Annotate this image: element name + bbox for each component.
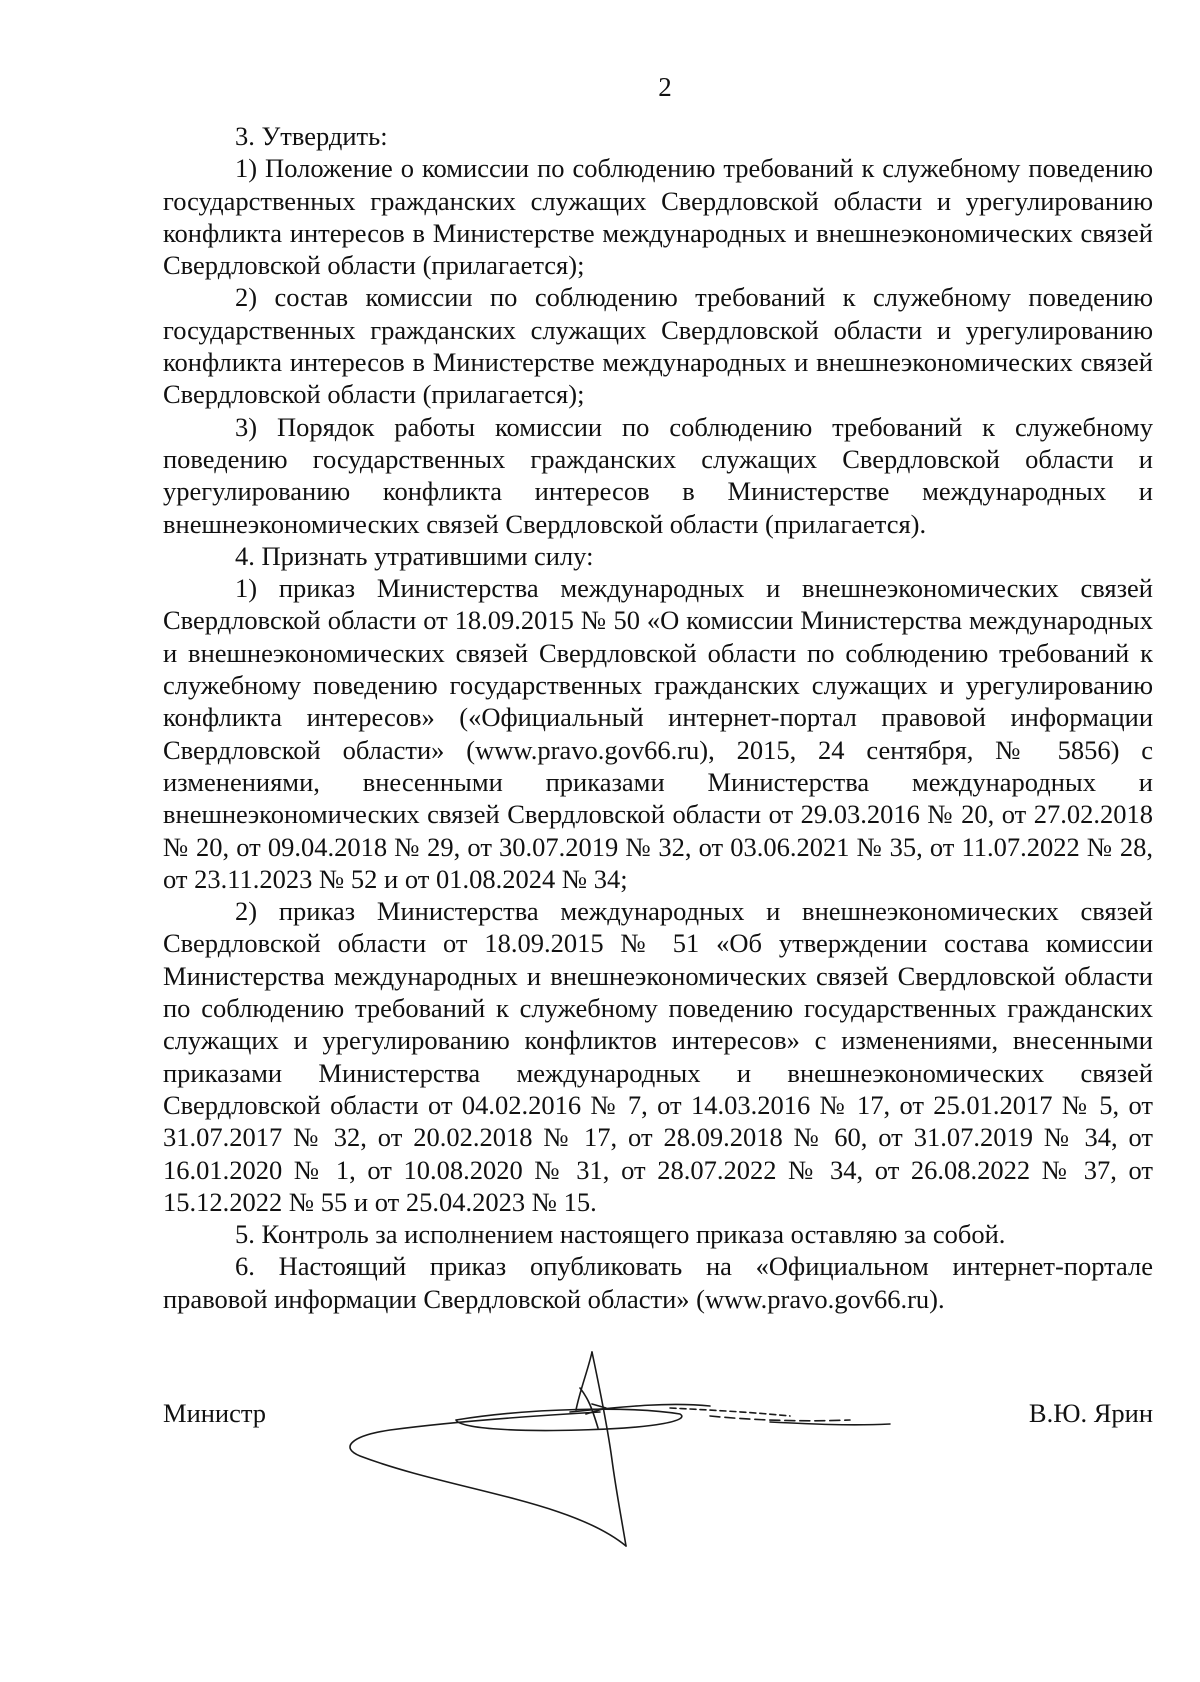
paragraph-publish: 6. Настоящий приказ опубликовать на «Официальном интернет-портале правовой информации Свердловской области» (www.pravo.gov66.ru). (163, 1251, 1153, 1314)
signature-tail-3 (770, 1422, 890, 1425)
document-body (163, 120, 1153, 1315)
paragraph-approve-item-3: 3) Порядок работы комиссии по соблюдению требований к служебному поведению государственных гражданских служащих Свердловской области и урегулированию конфликта интересов в Министерстве международных и внешнеэкономических связей Свердловской области (прилагается). (163, 411, 1153, 539)
signature-crossing (580, 1388, 598, 1428)
page-number: 2 (658, 72, 672, 102)
signature-tail-2 (710, 1416, 850, 1421)
signature-loop (350, 1412, 626, 1546)
paragraph-approve-item-2: 2) состав комиссии по соблюдению требований к служебному поведению государственных гражданских служащих Свердловской области и урегулированию конфликта интересов в Министерстве международных и внешнеэкономических связей Свердловской области (прилагается); (163, 282, 1153, 410)
paragraph-repeal-heading: 4. Признать утратившими силу: (235, 540, 594, 571)
paragraph-control: 5. Контроль за исполнением настоящего приказа оставляю за собой. (235, 1219, 1006, 1250)
paragraph-approve-item-1: 1) Положение о комиссии по соблюдению требований к служебному поведению государственных гражданских служащих Свердловской области и урегулированию конфликта интересов в Министерстве международных и внешнеэкономических связей Свердловской области (прилагается); (163, 153, 1153, 281)
signer-name: В.Ю. Ярин (1028, 1398, 1153, 1428)
paragraph-repeal-item-1: 1) приказ Министерства международных и внешнеэкономических связей Свердловской области от 18.09.2015 № 50 «О комиссии Министерства международных и внешнеэкономических связей Свердловской области по соблюдению требований к служебному поведению государственных гражданских служащих и урегулированию конфликта интересов» («Официальный интернет-портал правовой информации Свердловской области» (www.pravo.gov66.ru), 2015, 24 сентября, № 5856) с изменениями, внесенными приказами Министерства международных и внешнеэкономических связей Свердловской области от 29.03.2016 № 20, от 27.02.2018 № 20, от 09.04.2018 № 29, от 30.07.2019 № 32, от 03.06.2021 № 35, от 11.07.2022 № 28, от 23.11.2023 № 52 и от 01.08.2024 № 34; (163, 573, 1153, 894)
paragraph-repeal-item-2: 2) приказ Министерства международных и внешнеэкономических связей Свердловской области от 18.09.2015 № 51 «Об утверждении состава комиссии Министерства международных и внешнеэкономических связей Свердловской области по соблюдению требований к служебному поведению государственных гражданских служащих и урегулированию конфликтов интересов» с изменениями, внесенными приказами Министерства международных и внешнеэкономических связей Свердловской области от 04.02.2016 № 7, от 14.03.2016 № 17, от 25.01.2017 № 5, от 31.07.2017 № 32, от 20.02.2018 № 17, от 28.09.2018 № 60, от 31.07.2019 № 34, от 16.01.2020 № 1, от 10.08.2020 № 31, от 28.07.2022 № 34, от 26.08.2022 № 37, от 15.12.2022 № 55 и от 25.04.2023 № 15. (163, 896, 1153, 1217)
signature-vertical-stroke (592, 1352, 626, 1546)
paragraph-approve-heading: 3. Утвердить: (235, 121, 388, 151)
signer-position: Министр (163, 1398, 267, 1428)
handwritten-signature (330, 1350, 970, 1550)
signature-tail-1 (670, 1408, 790, 1416)
signature-top-flourish (576, 1352, 592, 1410)
